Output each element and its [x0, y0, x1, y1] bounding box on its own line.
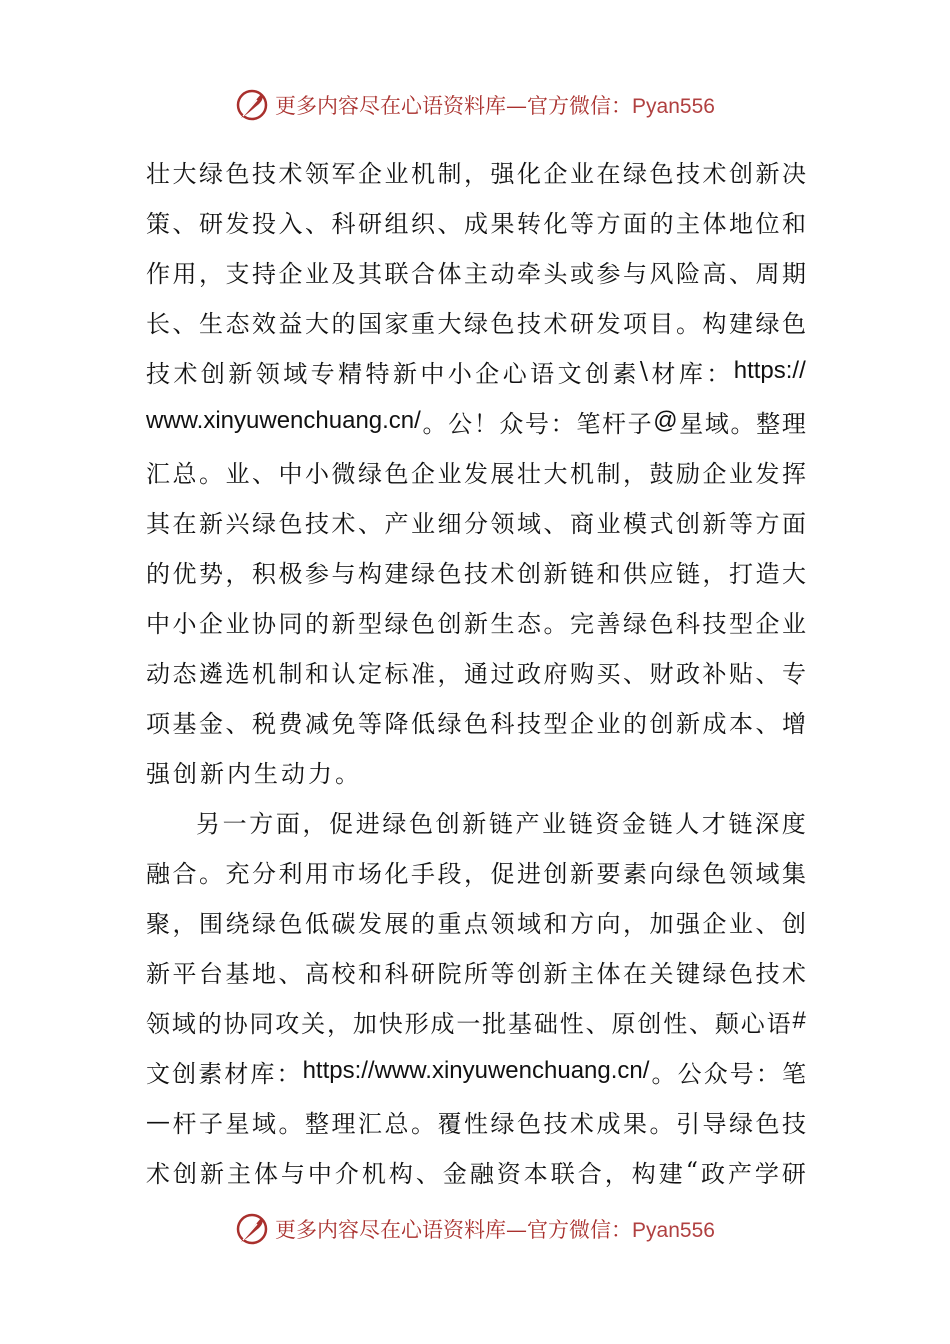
text-line: 动 态 遴 选 机 制 和 认 定 标 准 ， 通 过 政 府 购 买 、 财 政 补 贴 、 专: [146, 659, 806, 688]
text-line: 中 小 企 业 协 同 的 新 型 绿 色 创 新 生 态 。 完 善 绿 色 科 技 型 企 业: [146, 609, 806, 638]
header-banner: [0, 80, 950, 130]
text-line: 融 合 。 充 分 利 用 市 场 化 手 段 ， 促 进 创 新 要 素 向 绿 色 领 域 集: [146, 859, 806, 888]
quill-logo-icon: [235, 88, 269, 122]
banner-label: 更多内容尽在心语资料库—官方微信：: [275, 1218, 633, 1242]
text-line: 文 创 素 材 库 ： https://www.xinyuwenchuang.cn/ 。 公 众 号 ： 笔: [146, 1057, 806, 1088]
text-line: 壮 大 绿 色 技 术 领 军 企 业 机 制 ， 强 化 企 业 在 绿 色 技 术 创 新 决: [146, 159, 806, 188]
banner-wechat-id: Pyan556: [632, 95, 715, 118]
banner-label: 更多内容尽在心语资料库—官方微信：: [275, 94, 633, 118]
text-line: 策 、 研 发 投 入 、 科 研 组 织 、 成 果 转 化 等 方 面 的 主 体 地 位 和: [146, 209, 806, 238]
text-line: 项 基 金 、 税 费 减 免 等 降 低 绿 色 科 技 型 企 业 的 创 新 成 本 、 增: [146, 709, 806, 738]
text-line: 汇 总 。 业 、 中 小 微 绿 色 企 业 发 展 壮 大 机 制 ， 鼓 励 企 业 发 挥: [146, 459, 806, 488]
text-line: 聚 ， 围 绕 绿 色 低 碳 发 展 的 重 点 领 域 和 方 向 ， 加 强 企 业 、 创: [146, 909, 806, 938]
text-line: www.xinyuwenchuang.cn/ 。 公 ！ 众 号 ： 笔 杆 子 @ 星 域 。 整 理: [146, 407, 806, 438]
banner-wechat-id: Pyan556: [632, 1219, 715, 1242]
text-line: 作 用 ， 支 持 企 业 及 其 联 合 体 主 动 牵 头 或 参 与 风 险 高 、 周 期: [146, 259, 806, 288]
text-line: 的 优 势 ， 积 极 参 与 构 建 绿 色 技 术 创 新 链 和 供 应 链 ， 打 造 大: [146, 559, 806, 588]
banner-text: [275, 1214, 715, 1244]
text-line: 新 平 台 基 地 、 高 校 和 科 研 院 所 等 创 新 主 体 在 关 键 绿 色 技 术: [146, 959, 806, 988]
text-line: 术 创 新 主 体 与 中 介 机 构 、 金 融 资 本 联 合 ， 构 建 “ 政 产 学 研: [146, 1157, 806, 1188]
text-line: 领 域 的 协 同 攻 关 ， 加 快 形 成 一 批 基 础 性 、 原 创 性 、 颠 心 语 #: [146, 1007, 806, 1038]
text-line: 长 、 生 态 效 益 大 的 国 家 重 大 绿 色 技 术 研 发 项 目 。 构 建 绿 色: [146, 309, 806, 338]
document-body: [146, 146, 806, 1196]
banner-text: [275, 90, 715, 120]
footer-banner: [0, 1204, 950, 1254]
text-line: 强 创 新 内 生 动 力 。: [146, 759, 362, 788]
text-line: 技 术 创 新 领 域 专 精 特 新 中 小 企 心 语 文 创 素 \ 材 库 ： https://: [146, 357, 806, 388]
text-line: 另 一 方 面 ， 促 进 绿 色 创 新 链 产 业 链 资 金 链 人 才 链 深 度: [196, 809, 806, 838]
quill-logo-icon: [235, 1212, 269, 1246]
text-line: — 杆 子 星 域 。 整 理 汇 总 。 覆 性 绿 色 技 术 成 果 。 引 导 绿 色 技: [146, 1107, 806, 1138]
text-line: 其 在 新 兴 绿 色 技 术 、 产 业 细 分 领 域 、 商 业 模 式 创 新 等 方 面: [146, 509, 806, 538]
